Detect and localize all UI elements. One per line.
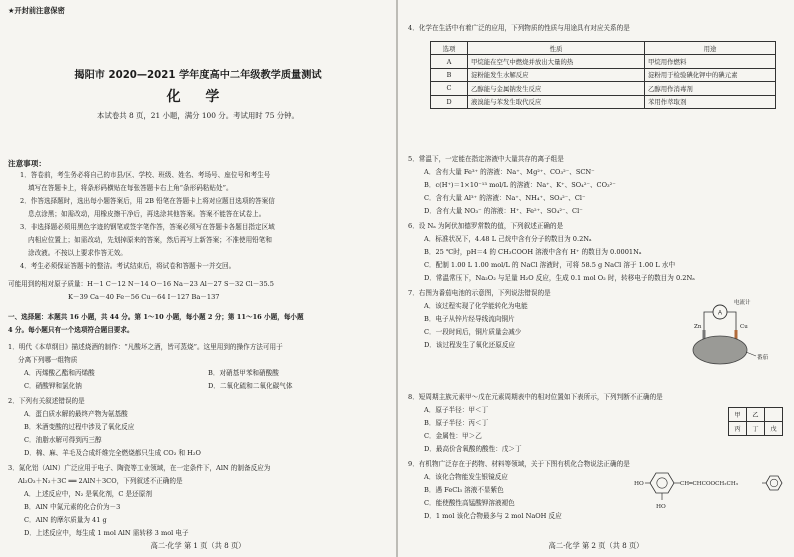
hydroxyl-label: HO: [656, 504, 666, 510]
question-3-option-d: D．上述反应中，每生成 1 mol AlN 需转移 3 mol 电子: [24, 529, 189, 537]
tomato-label: 番茄: [757, 355, 769, 361]
question-1-option-d: D．二氧化硫和二氧化碳气体: [208, 382, 293, 390]
table-cell: C: [431, 82, 468, 95]
table-cell: 乙醇用作消毒剂: [645, 82, 776, 95]
table-cell: 甲烷用作燃料: [645, 55, 776, 68]
table-header-cell: 性质: [468, 42, 645, 55]
svg-text:A: A: [717, 310, 723, 317]
table-cell: A: [431, 55, 468, 68]
section-heading: 4 分。每小题只有一个选项符合题目要求。: [8, 326, 134, 334]
exam-page-2: [398, 0, 794, 557]
table-cell: 甲烷能在空气中燃烧并放出大量的热: [468, 55, 645, 68]
question-5-stem: 5．常温下，一定能在指定溶液中大量共存的离子组是: [408, 155, 564, 163]
table-cell: B: [431, 68, 468, 81]
question-6-option-b: B．25 ℃时，pH＝4 的 CH₃COOH 溶液中含有 H⁺ 的数目为 0.0001Nₐ: [424, 248, 642, 256]
question-6-option-a: A．标准状况下，4.48 L 己烷中含有分子的数目为 0.2Nₐ: [424, 235, 592, 243]
table-cell: D: [431, 95, 468, 108]
grid-cell: 戊: [765, 422, 783, 436]
question-5-option-c: C．含有大量 Al³⁺ 的溶液：Na⁺、NH₄⁺、SO₄²⁻、Cl⁻: [424, 194, 586, 202]
table-row: [431, 82, 776, 95]
section-heading: 一、选择题：本题共 16 小题，共 44 分。第 1～10 小题，每小题 2 分；第 11～16 小题，每小题: [8, 313, 304, 321]
note-line: 2．作答选择题时，选出每小题答案后，用 2B 铅笔在答题卡上将对应题目选项的答案信: [20, 197, 275, 205]
question-5-option-a: A．含有大量 Fe³⁺ 的溶液：Na⁺、Mg²⁺、CO₃²⁻、SCN⁻: [424, 168, 595, 176]
copper-label: Cu: [740, 324, 748, 330]
question-1-stem: 分离下列哪一组物质: [18, 356, 78, 364]
grid-cell: 丙: [729, 422, 747, 436]
exam-title: 揭阳市 2020—2021 学年度高中二年级教学质量测试: [74, 70, 322, 81]
grid-cell: [765, 408, 783, 422]
question-7-option-d: D．该过程发生了氧化还原反应: [424, 341, 516, 349]
notes-heading: 注意事项：: [8, 159, 46, 168]
table-cell: 淀粉能发生水解反应: [468, 68, 645, 81]
subject-title: 化 学: [166, 89, 230, 105]
question-8-option-b: B．原子半径：丙＜丁: [424, 419, 489, 427]
note-line: 1．答卷前，考生务必将自己的市县/区、学校、班级、姓名、考场号、座位号和考生号: [20, 171, 271, 179]
question-7-option-b: B．电子从锌片经导线流向铜片: [424, 315, 515, 323]
atomic-masses: K－39 Ca－40 Fe－56 Cu－64 I－127 Ba－137: [68, 293, 220, 301]
question-6-option-c: C．配制 1.00 L 1.00 mol/L 的 NaCl 溶液时，可将 58.5 g NaCl 溶于 1.00 L 水中: [424, 261, 676, 269]
ester-chain-label: CH═CHCOOCH₂CH₃: [680, 481, 738, 487]
question-1-option-c: C．硝酸钾和氯化钠: [24, 382, 82, 390]
question-5-option-b: B．c(H⁺)＝1×10⁻¹³ mol/L 的溶液：Na⁺、K⁺、SO₄²⁻、CO₃²⁻: [424, 181, 616, 189]
question-4-stem: 4．化学在生活中有着广泛的应用，下列物质的性质与用途具有对应关系的是: [408, 24, 630, 32]
question-3-option-b: B．AlN 中氮元素的化合价为－3: [24, 503, 121, 511]
question-3-stem: 3．氮化铝（AlN）广泛应用于电子、陶瓷等工业领域，在一定条件下，AlN 的制备反应为: [8, 464, 271, 472]
question-8-stem: 8．短周期主族元素甲～戊在元素周期表中的相对位置如下表所示，下列判断不正确的是: [408, 393, 663, 401]
note-line: 内相应位置上；如需改动，先划掉原来的答案，然后再写上新答案；不准使用铅笔和: [28, 236, 272, 244]
question-3-option-c: C．AlN 的摩尔质量为 41 g: [24, 516, 107, 524]
question-8-option-d: D．最高价含氧酸的酸性：戊＞丁: [424, 445, 522, 453]
table-header-cell: 用途: [645, 42, 776, 55]
tomato-battery-figure: [678, 296, 778, 368]
question-2-option-b: B．米酒变酸的过程中涉及了氧化反应: [24, 423, 135, 431]
exam-intro: 本试卷共 8 页，21 小题，满分 100 分。考试用时 75 分钟。: [97, 111, 299, 120]
question-2-stem: 2．下列有关叙述错误的是: [8, 397, 85, 405]
question-9-option-b: B．遇 FeCl₃ 溶液不显紫色: [424, 486, 504, 494]
question-2-option-c: C．油脂水解可得到丙三醇: [24, 436, 102, 444]
question-9-stem: 9．有机物广泛存在于药物、材料等领域，关于下图有机化合物说法正确的是: [408, 460, 630, 468]
question-8-option-a: A．原子半径：甲＜丁: [424, 406, 489, 414]
question-3-equation: Al₂O₃＋N₂＋3C ══ 2AlN＋3CO，下列叙述不正确的是: [18, 477, 183, 485]
grid-cell: 丁: [747, 422, 765, 436]
exam-page-1: [0, 0, 396, 557]
table-cell: 液溴能与苯发生取代反应: [468, 95, 645, 108]
wire: [727, 312, 736, 332]
table-header-cell: 选项: [431, 42, 468, 55]
question-4-table: [430, 41, 776, 109]
table-cell: 乙醇能与金属钠发生反应: [468, 82, 645, 95]
hydroxyl-label: HO: [634, 481, 644, 487]
table-cell: 苯用作萃取剂: [645, 95, 776, 108]
question-7-stem: 7．右图为番茄电池的示意图，下列说法错误的是: [408, 289, 551, 297]
question-7-option-a: A．该过程实现了化学能转化为电能: [424, 302, 528, 310]
question-7-option-c: C．一段时间后，铜片质量会减少: [424, 328, 522, 336]
question-2-option-a: A．蛋白质水解的最终产物为氨基酸: [24, 410, 128, 418]
question-1-option-a: A．丙烯酸乙酯和丙烯酸: [24, 369, 95, 377]
zinc-label: Zn: [694, 324, 702, 330]
question-8-option-c: C．金属性：甲＞乙: [424, 432, 482, 440]
confidential-mark: ★开封前注意保密: [8, 6, 65, 15]
question-2-option-d: D．棉、麻、羊毛及合成纤维完全燃烧都只生成 CO₂ 和 H₂O: [24, 449, 201, 457]
atomic-masses: 可能用到的相对原子质量：H－1 C－12 N－14 O－16 Na－23 Al－27 S－32 Cl－35.5: [8, 280, 274, 288]
note-line: 息点涂黑；如需改动，用橡皮擦干净后，再选涂其他答案。答案不能答在试卷上。: [28, 210, 266, 218]
grid-cell: 乙: [747, 408, 765, 422]
table-row: [431, 68, 776, 81]
table-header-row: [431, 42, 776, 55]
note-line: 涂改液。不按以上要求作答无效。: [28, 249, 127, 257]
wire: [704, 312, 713, 332]
note-line: 4．考生必须保证答题卡的整洁。考试结束后，将试卷和答题卡一并交回。: [20, 262, 236, 270]
question-1-stem: 1．明代《本草纲目》描述烧酒的制作：“凡酸坏之酒，皆可蒸烧”。这里用到的操作方法可用于: [8, 343, 283, 351]
page-footer: 高二·化学 第 1 页（共 8 页）: [150, 541, 246, 550]
question-9-option-d: D．1 mol 该化合物最多与 2 mol NaOH 反应: [424, 512, 562, 520]
question-9-option-c: C．能使酸性高锰酸钾溶液褪色: [424, 499, 515, 507]
benzene-ring-icon: [650, 473, 674, 493]
question-9-option-a: A．该化合物能发生银镜反应: [424, 473, 508, 481]
table-row: [431, 55, 776, 68]
note-line: 填写在答题卡上，将条形码横贴在每张答题卡右上角“条形码粘贴处”。: [28, 184, 233, 192]
periodic-table-fragment: [728, 407, 783, 436]
grid-cell: 甲: [729, 408, 747, 422]
structural-formula-figure: [634, 468, 784, 514]
question-6-option-d: D．常温常压下，Na₂O₂ 与足量 H₂O 反应，生成 0.1 mol O₂ 时，转移电子的数目为 0.2Nₐ: [424, 274, 695, 282]
question-5-option-d: D．含有大量 NO₃⁻ 的溶液：H⁺、Fe²⁺、SO₄²⁻、Cl⁻: [424, 207, 583, 215]
question-3-option-a: A．上述反应中，N₂ 是氧化剂，C 是还原剂: [24, 490, 152, 498]
tomato-icon: [693, 336, 747, 364]
page-footer: 高二·化学 第 2 页（共 8 页）: [548, 541, 644, 550]
table-row: [431, 95, 776, 108]
table-cell: 淀粉用于检验碘化钾中的碘元素: [645, 68, 776, 81]
benzene-ring-icon: [766, 476, 782, 490]
question-6-stem: 6．设 Nₐ 为阿伏加德罗常数的值，下列叙述正确的是: [408, 222, 564, 230]
ammeter-label: 电流计: [734, 300, 751, 306]
note-line: 3．非选择题必须用黑色字迹的钢笔或签字笔作答，答案必须写在答题卡各题目指定区域: [20, 223, 275, 231]
question-1-option-b: B．对硝基甲苯和硝酸酸: [208, 369, 279, 377]
